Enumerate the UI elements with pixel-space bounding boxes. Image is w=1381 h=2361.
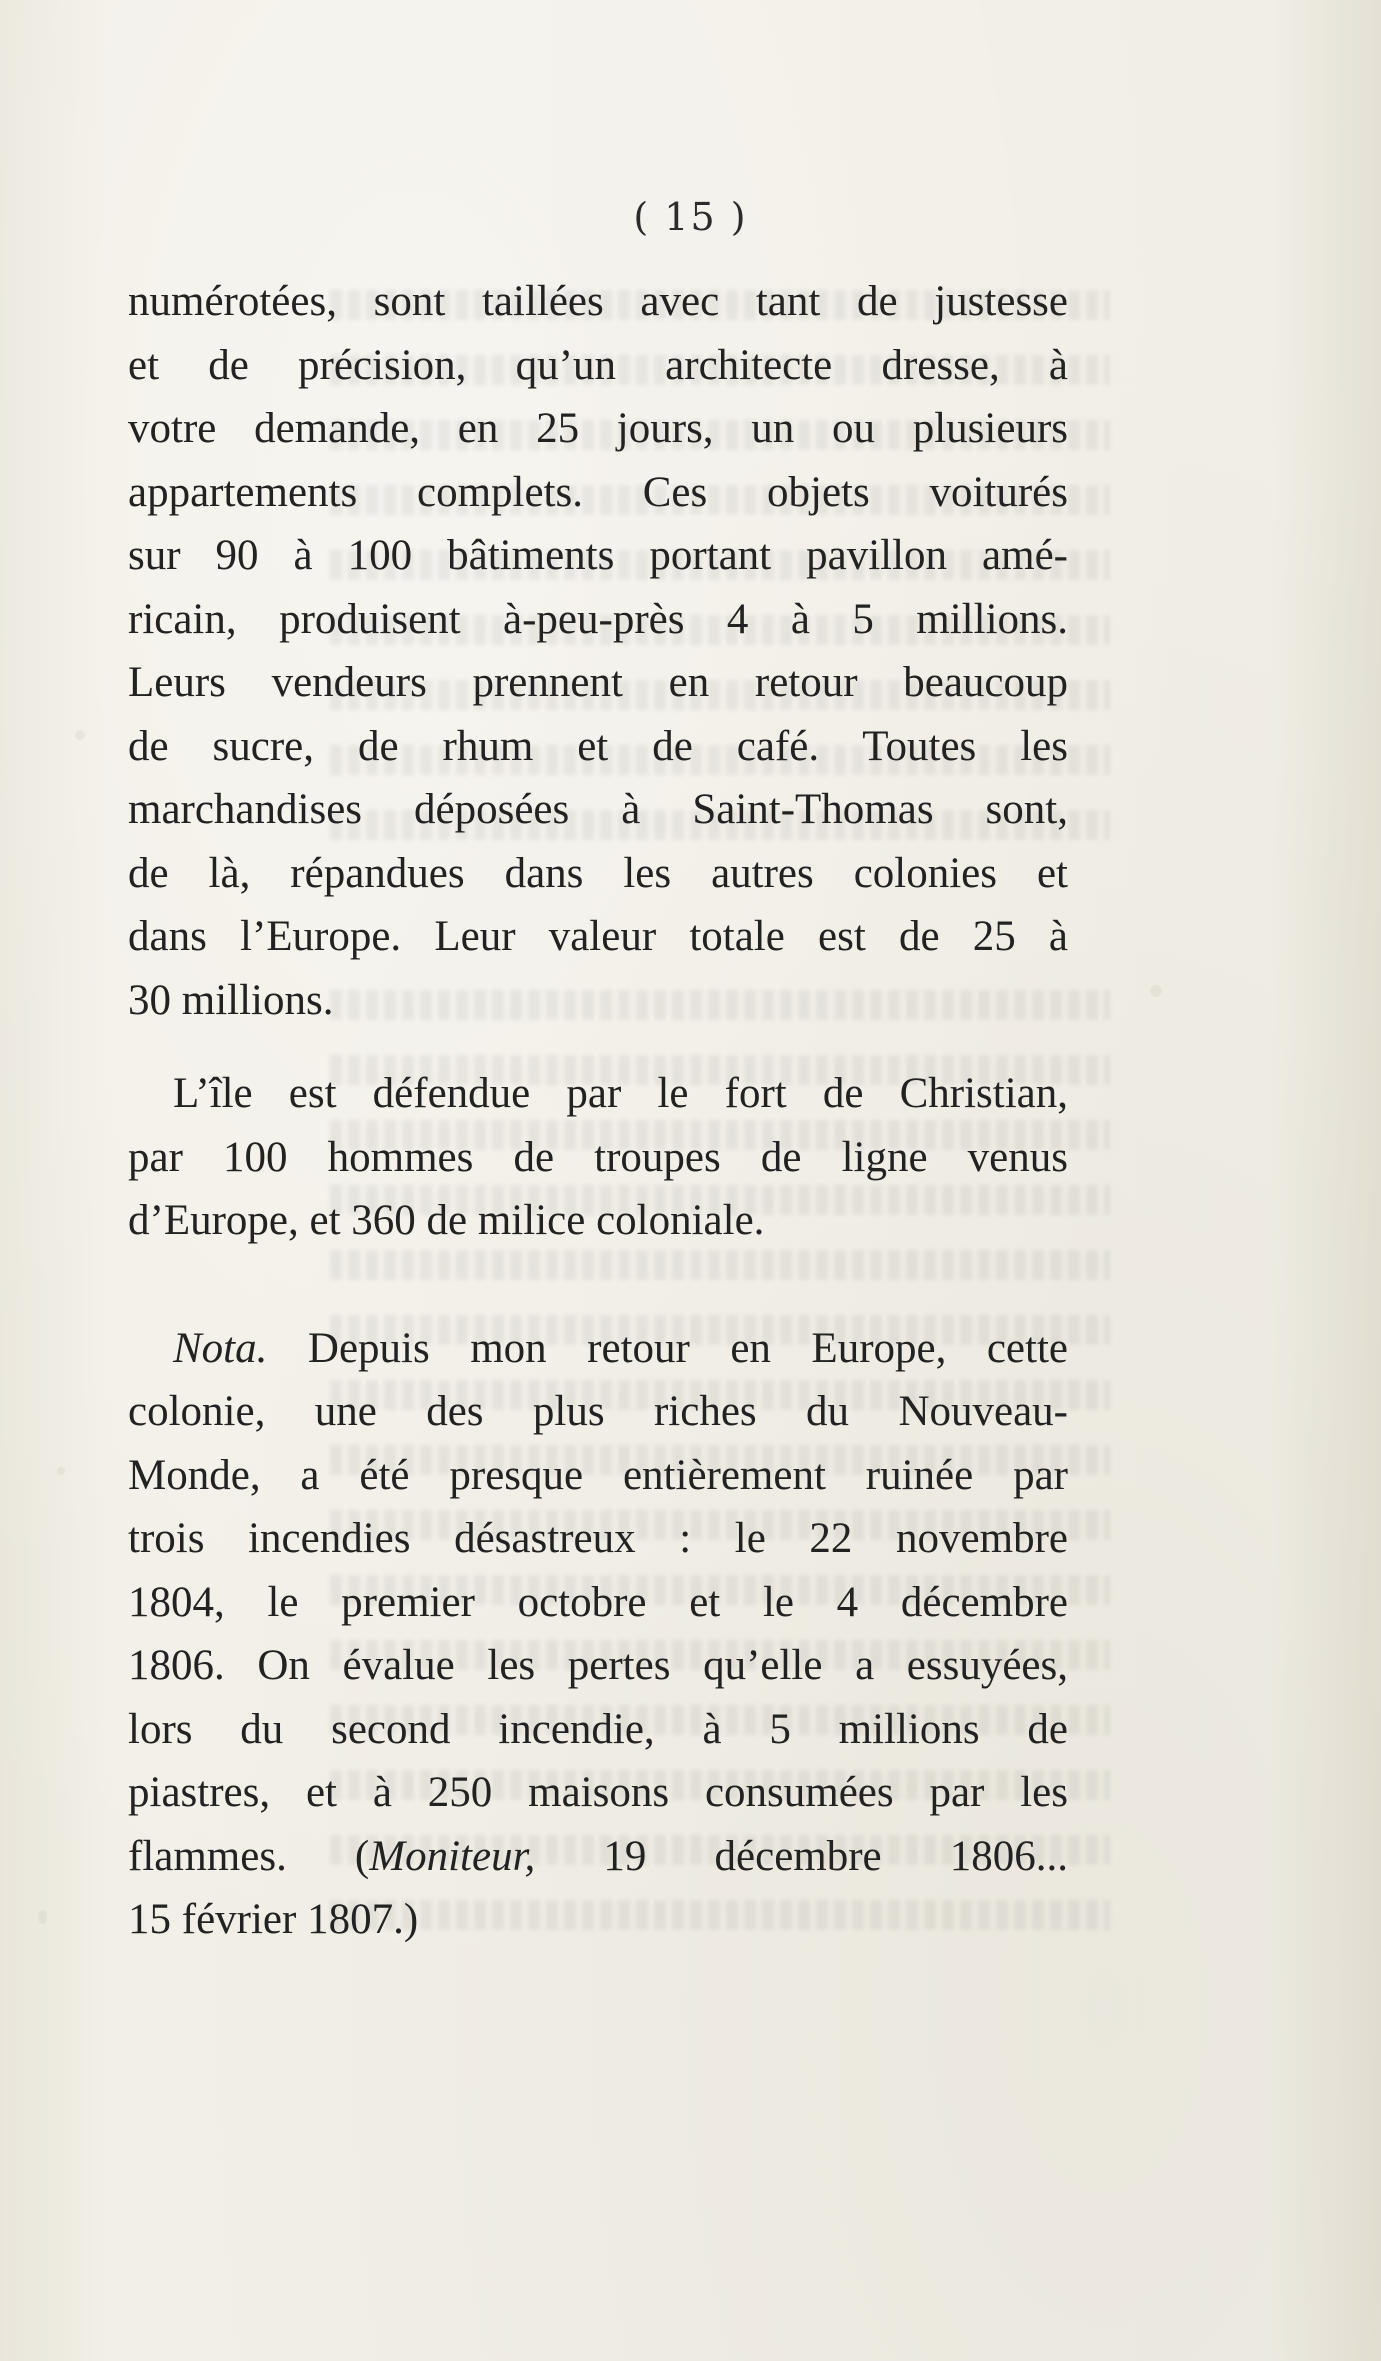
paper-spot [1150, 985, 1162, 997]
text-line: piastres, et à 250 maisons consumées par les [128, 1769, 1068, 1816]
text-line: marchandises déposées à Saint-Thomas sont, [128, 786, 1068, 833]
paragraph-gap [128, 1253, 1068, 1317]
body-text [128, 270, 1068, 1952]
text-line: numérotées, sont taillées avec tant de justesse [128, 278, 1068, 325]
text-line: par 100 hommes de troupes de ligne venus [128, 1133, 1068, 1181]
paragraph-1 [128, 270, 1068, 1032]
paper-spot [57, 1467, 65, 1475]
paper-spot [38, 1910, 47, 1924]
text-line: trois incendies désastreux : le 22 novembre [128, 1515, 1068, 1562]
text-line: ricain, produisent à-peu-près 4 à 5 millions. [128, 595, 1068, 643]
nota-first-line-text: Depuis mon retour en Europe, cette [267, 1324, 1068, 1372]
text-line: 1804, le premier octobre et le 4 décembre [128, 1578, 1068, 1626]
paragraph-3-nota [128, 1317, 1068, 1952]
text-line: votre demande, en 25 jours, un ou plusieurs [128, 405, 1068, 452]
text-line: de sucre, de rhum et de café. Toutes les [128, 722, 1068, 770]
paragraph-2 [128, 1062, 1068, 1253]
text-line: L’île est défendue par le fort de Christian, [173, 1070, 1068, 1117]
citation-source: Moniteur, [369, 1832, 536, 1880]
text-line: dans l’Europe. Leur valeur totale est de 25 à [128, 913, 1068, 960]
text-line: 1806. On évalue les pertes qu’elle a essuyées, [128, 1642, 1068, 1689]
text-line: de là, répandues dans les autres colonies et [128, 849, 1068, 897]
citation-date: 19 décembre 1806... [535, 1832, 1069, 1880]
paper-spot [75, 730, 85, 740]
text-line: d’Europe, et 360 de milice coloniale. [128, 1197, 765, 1244]
text-line: colonie, une des plus riches du Nouveau- [128, 1388, 1068, 1435]
citation-start: flammes. ( [128, 1832, 370, 1880]
citation-line [128, 1825, 1068, 1889]
text-line: 15 février 1807.) [128, 1896, 419, 1943]
text-line: Monde, a été presque entièrement ruinée par [128, 1451, 1068, 1499]
nota-label: Nota. [173, 1324, 268, 1372]
text-line: et de précision, qu’un architecte dresse, à [128, 341, 1068, 389]
text-line: appartements complets. Ces objets voiturés [128, 468, 1068, 516]
page-number: ( 15 ) [633, 195, 748, 239]
paragraph-gap [128, 1032, 1068, 1062]
text-line: sur 90 à 100 bâtiments portant pavillon amé- [128, 532, 1068, 579]
text-line: Leurs vendeurs prennent en retour beaucoup [128, 659, 1068, 706]
text-line: lors du second incendie, à 5 millions de [128, 1705, 1068, 1753]
text-line: 30 millions. [128, 976, 334, 1024]
nota-first-line [128, 1317, 1068, 1381]
